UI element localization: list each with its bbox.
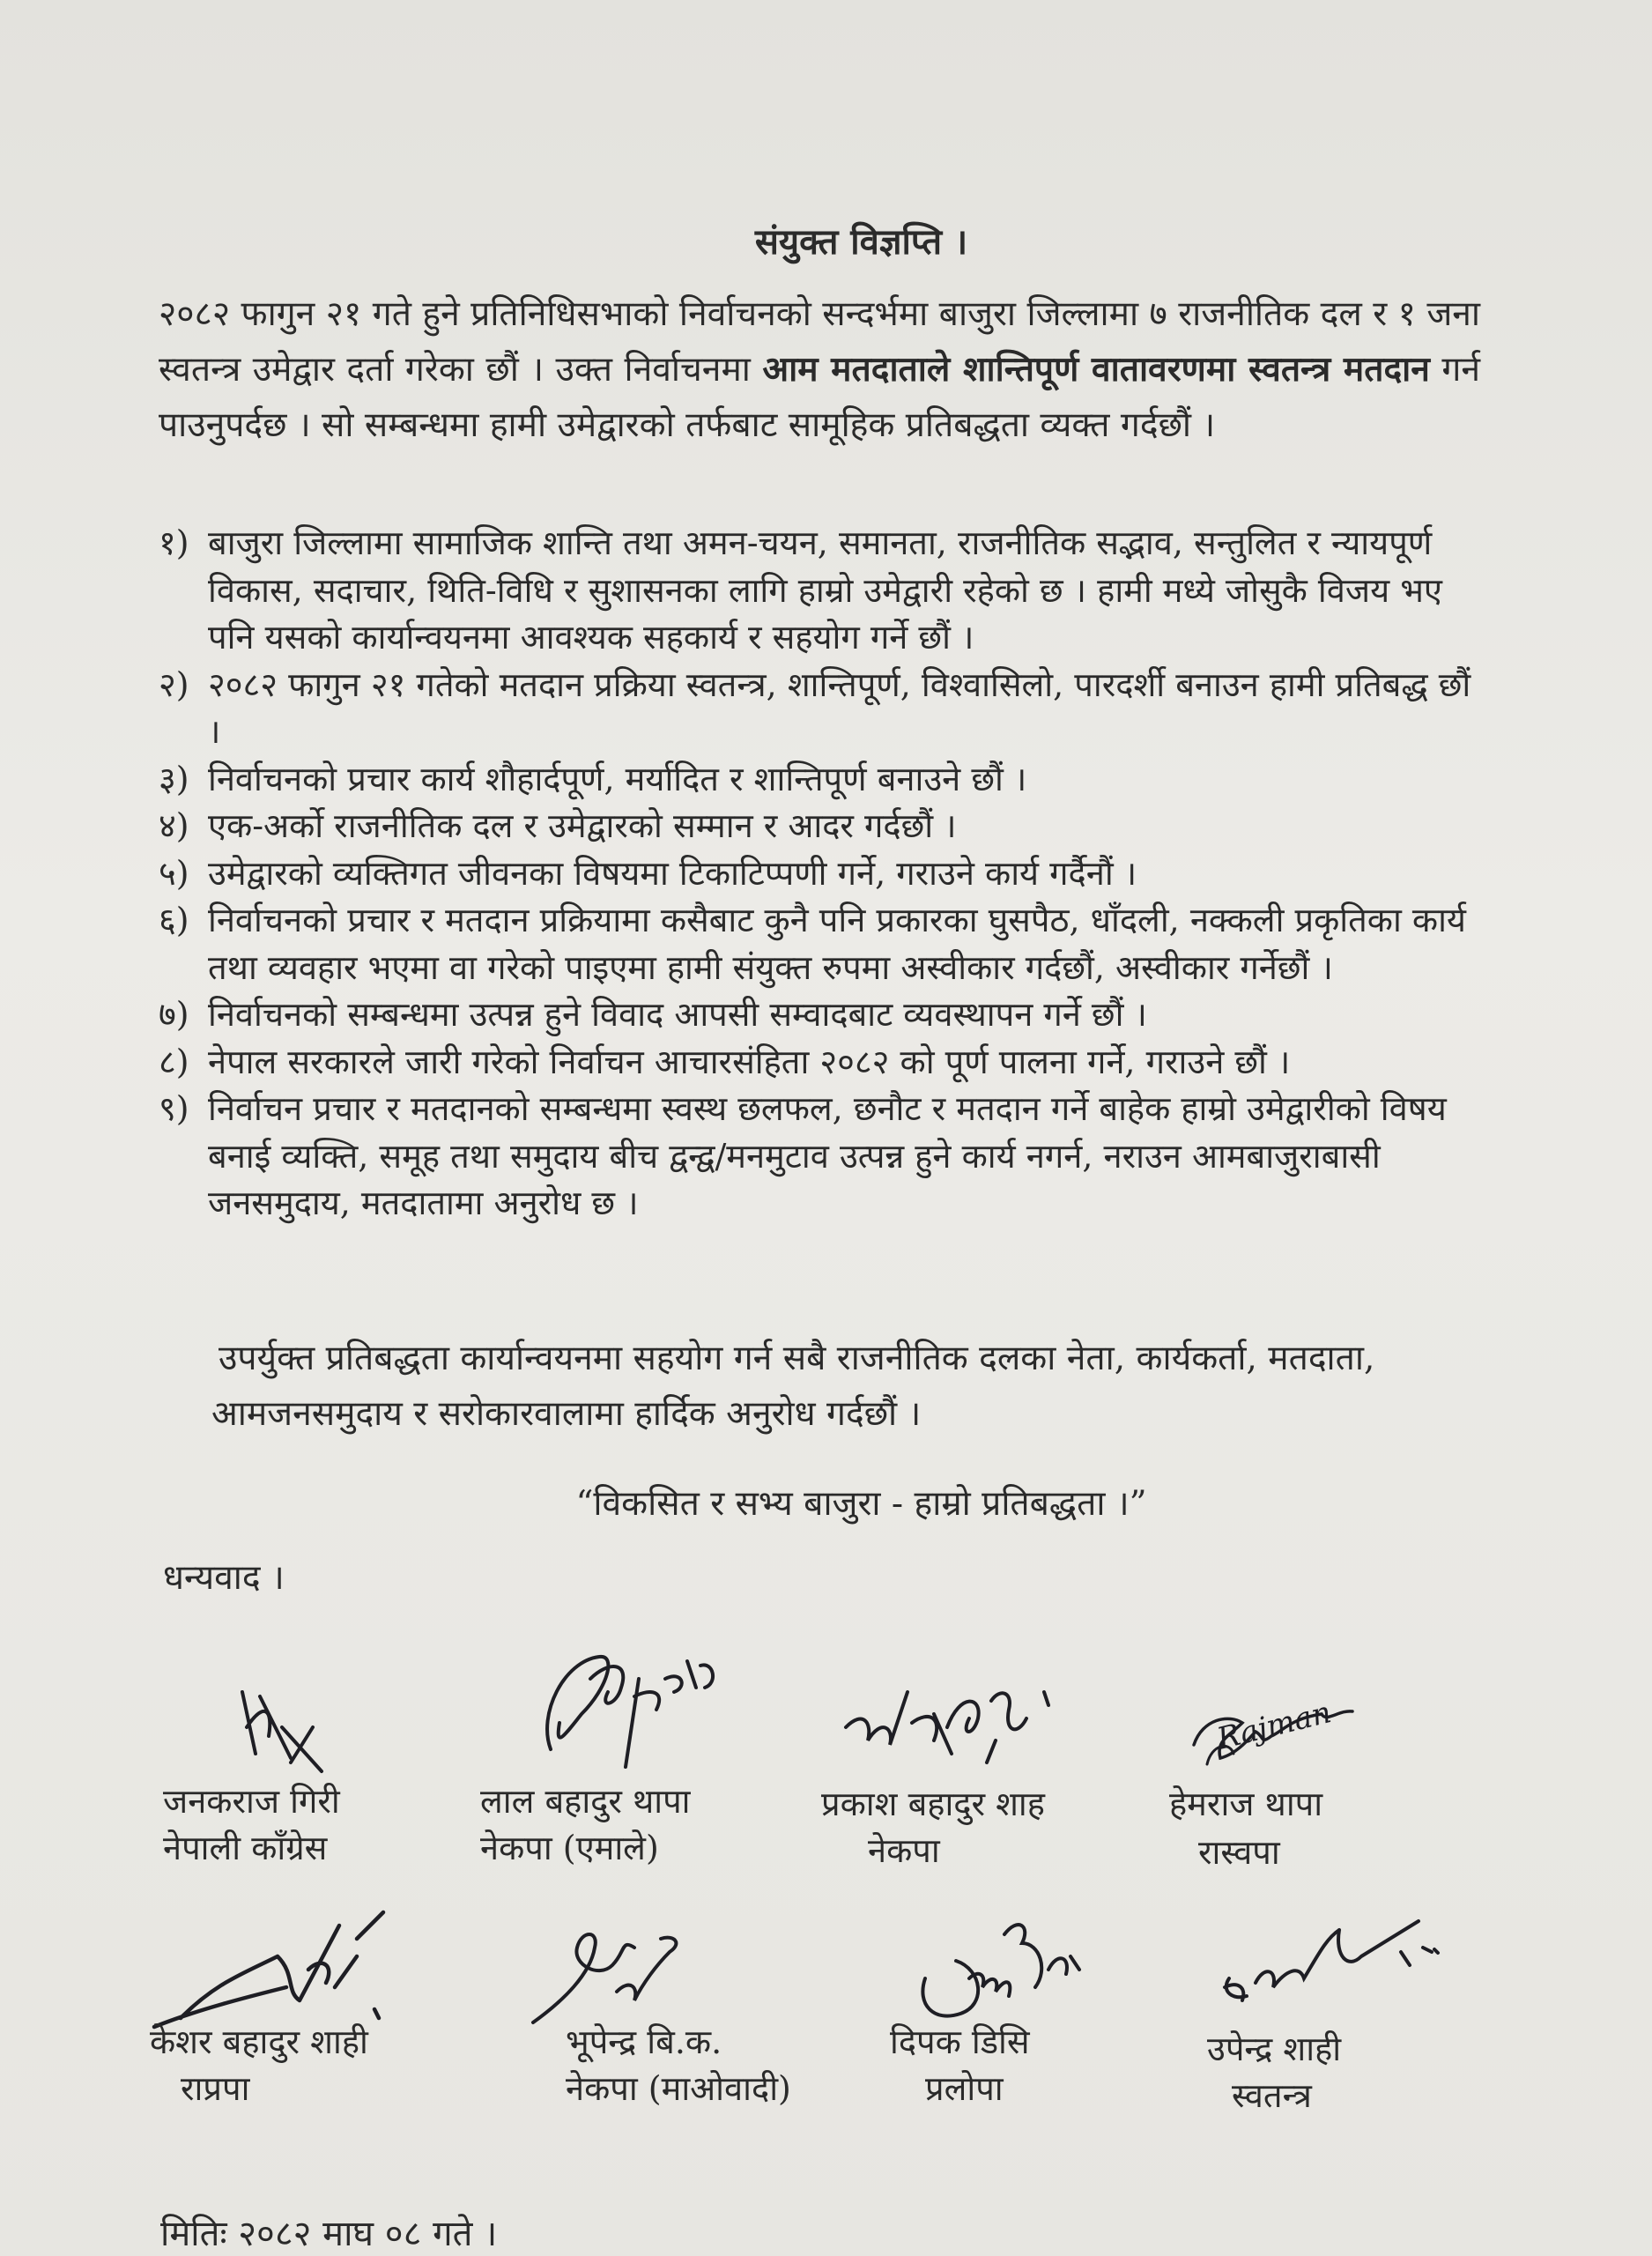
intro-text-2: गर्न पाउनुपर्दछ । सो सम्बन्धमा हामी उमेद्वारको तर्फबाट सामूहिक प्रतिबद्धता व्यक्त गर्दछौं । — [159, 350, 1480, 445]
item-number: ९) — [159, 1089, 189, 1128]
signatory-party: राप्रपा — [181, 2069, 250, 2108]
item-text: बाजुरा जिल्लामा सामाजिक शान्ति तथा अमन-चयन, समानता, राजनीतिक सद्भाव, सन्तुलित र न्यायपूर्ण विकास, सदाचार, थिति-विधि र सुशासनका लागि हाम्रो उमेद्वारी रहेको छ । हामी मध्ये जोसुकै विजय भए पनि यसको कार्यान्वयनमा आवश्यक सहकार्य र सहयोग गर्ने छौं । — [208, 523, 1442, 657]
item-text: २०८२ फागुन २१ गतेको मतदान प्रक्रिया स्वतन्त्र, शान्तिपूर्ण, विश्वासिलो, पारदर्शी बनाउन हामी प्रतिबद्ध छौं । — [208, 664, 1471, 751]
item-number: २) — [159, 664, 189, 704]
list-item — [159, 803, 1480, 850]
slogan: “विकसित र सभ्य बाजुरा - हाम्रो प्रतिबद्धता ।” — [575, 1484, 1147, 1524]
signatory-block — [890, 1908, 1207, 2137]
item-number: ४) — [159, 806, 189, 845]
signatory-name: भूपेन्द्र बि.क. — [566, 2022, 722, 2061]
signatory-name: जनकराज गिरी — [163, 1782, 340, 1821]
signatory-name: दिपक डिसि — [890, 2022, 1030, 2061]
list-item — [159, 1039, 1480, 1087]
signatory-block — [1207, 1904, 1524, 2133]
item-number: १) — [159, 523, 189, 562]
signatory-name: उपेन्द्र शाही — [1207, 2030, 1342, 2068]
intro-text-1: २०८२ फागुन २१ गते हुने प्रतिनिधिसभाको निर्वाचनको सन्दर्भमा बाजुरा जिल्लामा ७ राजनीतिक दल र १ जना स्वतन्त्र उमेद्वार दर्ता गरेका छौं । उक्त निर्वाचनमा — [159, 294, 1480, 390]
item-number: ६) — [159, 901, 189, 939]
item-number: ७) — [159, 995, 189, 1034]
item-text: निर्वाचनको सम्बन्धमा उत्पन्न हुने विवाद आपसी सम्वादबाट व्यवस्थापन गर्ने छौं । — [208, 995, 1147, 1034]
signatory-party: नेकपा (माओवादी) — [566, 2069, 791, 2108]
document-date: मितिः २०८२ माघ ०८ गते । — [160, 2214, 498, 2254]
signatory-block — [1167, 1692, 1485, 1921]
list-item — [159, 662, 1480, 756]
signatory-block — [145, 1904, 463, 2133]
signatory-block — [159, 1674, 476, 1904]
signatory-party: नेकपा (एमाले) — [480, 1829, 659, 1867]
list-item — [159, 1086, 1480, 1228]
signatory-block — [476, 1626, 793, 1867]
item-text: निर्वाचन प्रचार र मतदानको सम्बन्धमा स्वस्थ छलफल, छनौट र मतदान गर्ने बाहेक हाम्रो उमेद्वारीको विषय बनाई व्यक्ति, समूह तथा समुदाय बीच द्वन्द्व/मनमुटाव उत्पन्न हुने कार्य नगर्न, नराउन आमबाजुराबासी जनसमुदाय, मतदातामा अनुरोध छ । — [208, 1089, 1447, 1222]
item-text: उमेद्वारको व्यक्तिगत जीवनका विषयमा टिकाटिप्पणी गर्ने, गराउने कार्य गर्दैनौं । — [208, 853, 1137, 893]
intro-paragraph — [159, 286, 1480, 453]
signatory-block — [819, 1657, 1137, 1886]
item-number: ३) — [159, 759, 189, 798]
signatory-name: केशर बहादुर शाही — [150, 2022, 368, 2061]
list-item — [159, 991, 1480, 1039]
thanks-text: धन्यवाद । — [163, 1558, 285, 1598]
signatory-party: प्रलोपा — [925, 2069, 1004, 2108]
signature-script: Rajman — [1213, 1695, 1335, 1757]
list-item — [159, 850, 1480, 898]
item-number: ५) — [159, 853, 189, 893]
signatory-party: नेकपा — [868, 1831, 940, 1870]
signatory-party: रास्वपा — [1198, 1833, 1280, 1872]
item-text: निर्वाचनको प्रचार र मतदान प्रक्रियामा कसैबाट कुनै पनि प्रकारका घुसपैठ, धाँदली, नक्कली प्रकृतिका कार्य तथा व्यवहार भएमा वा गरेको पाइएमा हामी संयुक्त रुपमा अस्वीकार गर्दछौं, अस्वीकार गर्नेछौं । — [208, 901, 1466, 987]
item-number: ८) — [159, 1042, 189, 1081]
signatory-block — [529, 1912, 846, 2141]
list-item — [159, 897, 1480, 991]
commitment-list — [159, 520, 1480, 1228]
item-text: नेपाल सरकारले जारी गरेको निर्वाचन आचारसंहिता २०८२ को पूर्ण पालना गर्ने, गराउने छौं । — [208, 1042, 1291, 1081]
handwritten-signature — [529, 1912, 758, 2036]
signatory-name: हेमराज थापा — [1169, 1785, 1323, 1823]
handwritten-signature — [159, 1674, 370, 1789]
item-text: एक-अर्को राजनीतिक दल र उमेद्वारको सम्मान र आदर गर्दछौं । — [208, 806, 957, 845]
handwritten-signature — [1207, 1904, 1471, 2036]
list-item — [159, 756, 1480, 804]
item-text: निर्वाचनको प्रचार कार्य शौहार्दपूर्ण, मर्यादित र शान्तिपूर्ण बनाउने छौं । — [208, 759, 1027, 798]
signatory-name: लाल बहादुर थापा — [480, 1782, 691, 1821]
intro-bold-text: आम मतदाताले शान्तिपूर्ण वातावरणमा स्वतन्त्र मतदान — [762, 349, 1430, 390]
signatory-name: प्रकाश बहादुर शाह — [821, 1785, 1045, 1823]
handwritten-signature — [1167, 1692, 1379, 1789]
page-title: संयुक्त विज्ञप्ति । — [754, 221, 968, 263]
list-item — [159, 520, 1480, 662]
signatory-party: नेपाली काँग्रेस — [163, 1829, 328, 1867]
signatory-party: स्वतन्त्र — [1232, 2076, 1312, 2115]
handwritten-signature — [476, 1626, 758, 1793]
handwritten-signature — [819, 1657, 1101, 1780]
closing-paragraph: उपर्युक्त प्रतिबद्धता कार्यान्वयनमा सहयोग गर्न सबै राजनीतिक दलका नेता, कार्यकर्ता, मतदाता, आमजनसमुदाय र सरोकारवालामा हार्दिक अनुरोध गर्दछौं । — [211, 1339, 1375, 1434]
